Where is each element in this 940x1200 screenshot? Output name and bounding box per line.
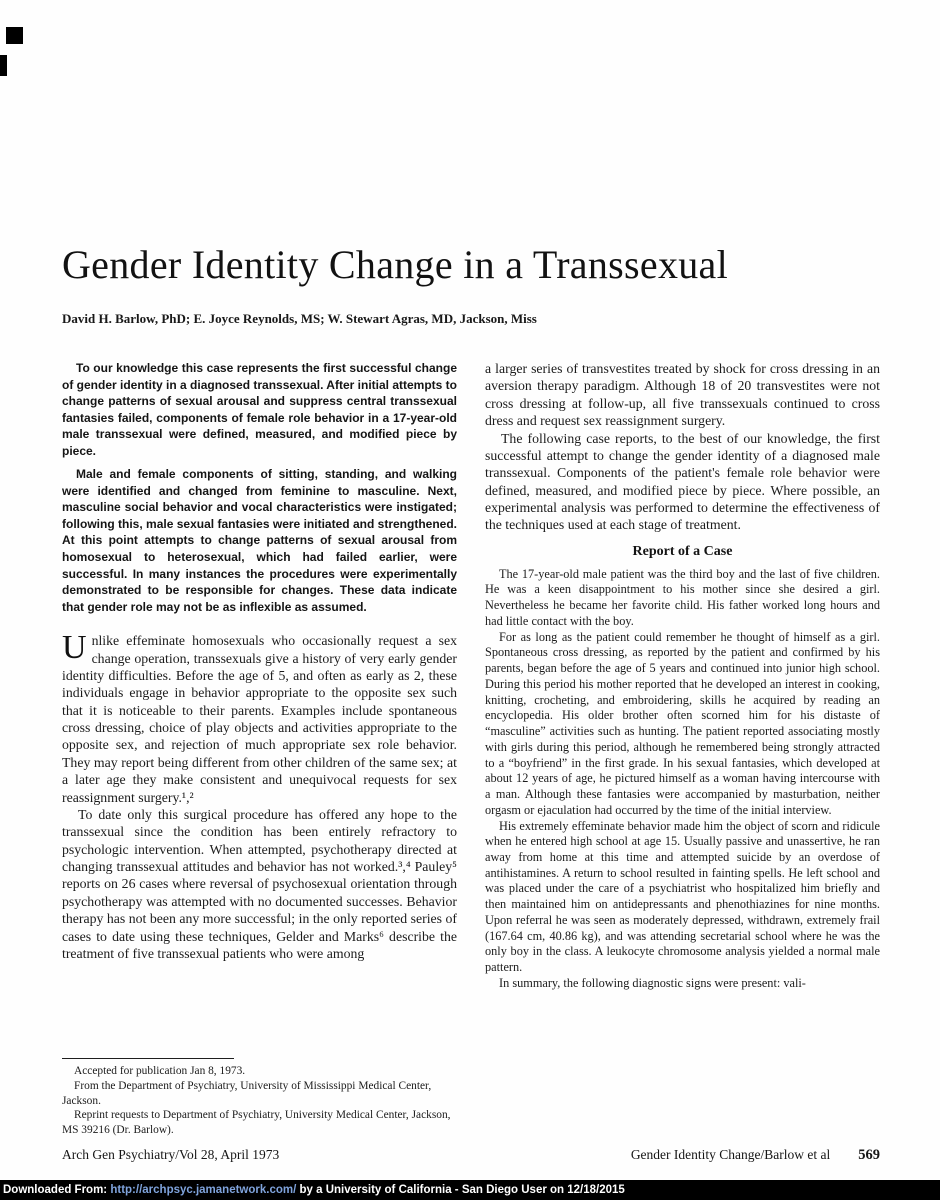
scan-artifact-edge [0,55,7,76]
download-prefix: Downloaded From: [3,1184,111,1196]
intro-paragraph-text: nlike effeminate homosexuals who occasionally request a sex change operation, transsexuals give a history of very early gender identity difficulties. Before the age of 5, and often as early as 2, these individuals engage in behavior appropriate to the opposite sex such that it is noticeable to their parents. Examples include spontaneous cross dressing, choice of play objects and activities appropriate to the opposite sex, and rejection of much appropriate sex role behavior. They may report being different from other children of the same sex; at a later age they make consistent and unequivocal requests for sex reassignment surgery.¹,² [62,633,457,805]
article-title: Gender Identity Change in a Transsexual [62,242,729,287]
case-paragraph: For as long as the patient could remember he thought of himself as a girl. Spontaneous cross dressing, as reported by the patient and confirmed by his parents, began before the age of 5 years and continued into junior high school. During this period his mother reported that he developed an interest in cooking, knitting, crocheting, and embroidering, skills he acquired by reading an encyclopedia. His older brother often scorned him for his distaste of “masculine” activities such as hunting. The patient reported associating mostly with girls during this period, although he remembered being strongly attracted to a “boyfriend” in the first grade. In his sexual fantasies, which developed at about 12 years of age, he pictured himself as a woman having intercourse with a man. Although these fantasies were accompanied by masturbation, neither orgasm or ejaculation had occurred by the time of the initial interview. [485,629,880,817]
footnote-line: Reprint requests to Department of Psychiatry, University Medical Center, Jackson, MS 39216 (Dr. Barlow). [62,1109,451,1137]
case-paragraph: The 17-year-old male patient was the third boy and the last of five children. He was a keen disappointment to his mother since she desired a girl. Nevertheless he became her favorite child. His father worked long hours and had little contact with the boy. [485,566,880,628]
running-head-group [631,1147,880,1164]
download-suffix: by a University of California - San Diego User on 12/18/2015 [296,1184,625,1196]
journal-citation: Arch Gen Psychiatry/Vol 28, April 1973 [62,1147,280,1162]
drop-cap: U [62,629,87,667]
scan-artifact-square [6,27,23,44]
continuation-paragraph: The following case reports, to the best of our knowledge, the first successful attempt to change the gender identity of a diagnosed male transsexual. Components of the patient's female role behavior were defined, measured, and modified piece by piece. Where possible, an experimental analysis was performed to determine the effectiveness of the techniques used at each stage of treatment. [485,430,880,533]
right-column [485,360,880,1138]
running-head: Gender Identity Change/Barlow et al [630,1147,831,1162]
section-heading: Report of a Case [632,543,733,559]
page-number: 569 [858,1147,880,1163]
abstract-paragraph: Male and female components of sitting, standing, and walking were identified and changed from feminine to masculine. Next, masculine social behavior and vocal characteristics were instigated; following this, male sexual fantasies were initiated and strengthened. At this point attempts to change patterns of sexual arousal from homosexual to heterosexual, which had failed earlier, were successful. In many instances the procedures were experimentally demonstrated to be responsible for changes. These data indicate that gender role may not be as inflexible as assumed. [62,467,457,614]
case-paragraph: His extremely effeminate behavior made him the object of scorn and ridicule when he entered high school at age 15. Usually passive and unassertive, he ran away from home at this time and attempted suicide by an overdose of antihistamines. A return to school resulted in fainting spells. He left school and was placed under the care of a psychiatrist who hospitalized him briefly and then maintained him on antidepressants and phenothiazines for nine months. Upon referral he was seen as moderately depressed, withdrawn, extremely frail (167.64 cm, 40.86 kg), and was attending secretarial school where he was the only boy in the class. A leukocyte chromosome analysis yielded a normal male pattern. [485,818,880,975]
footnote-block [62,1058,457,1138]
download-bar [0,1180,940,1200]
case-paragraph: In summary, the following diagnostic signs were present: vali- [499,975,806,990]
article-byline: David H. Barlow, PhD; E. Joyce Reynolds, MS; W. Stewart Agras, MD, Jackson, Miss [62,311,537,326]
intro-paragraph: To date only this surgical procedure has offered any hope to the transsexual since the condition has been entirely refractory to psychologic intervention. When attempted, psychotherapy directed at changing transsexual attitudes and behavior has not worked.³,⁴ Pauley⁵ reports on 26 cases where reversal of psychosexual orientation through psychotherapy was attempted with no documented successes. Behavior therapy has not been any more successful; in the only reported series of cases to date using these techniques, Gelder and Marks⁶ describe the treatment of five transsexual patients who were among [62,806,457,961]
two-column-body [62,360,880,1138]
download-url-link[interactable]: http://archpsyc.jamanetwork.com/ [110,1184,297,1196]
continuation-paragraph: a larger series of transvestites treated by shock for cross dressing in an aversion therapy paradigm. Although 18 of 20 transvestites were not cross dressing at follow-up, all five transsexuals continued to cross dress and request sex reassignment surgery. [485,361,880,429]
footnote-line: From the Department of Psychiatry, University of Mississippi Medical Center, Jackson. [62,1079,432,1107]
footnote-line: Accepted for publication Jan 8, 1973. [74,1064,246,1077]
abstract-paragraph: To our knowledge this case represents the first successful change of gender identity in a diagnosed transsexual. After initial attempts to change patterns of sexual arousal and suppress central transsexual fantasies failed, components of female role behavior in a 17-year-old male transsexual were defined, measured, and modified piece by piece. [62,361,457,458]
footnote-rule [62,1058,234,1059]
left-column [62,360,457,1138]
intro-paragraph [62,629,457,806]
page-footer [62,1147,880,1164]
